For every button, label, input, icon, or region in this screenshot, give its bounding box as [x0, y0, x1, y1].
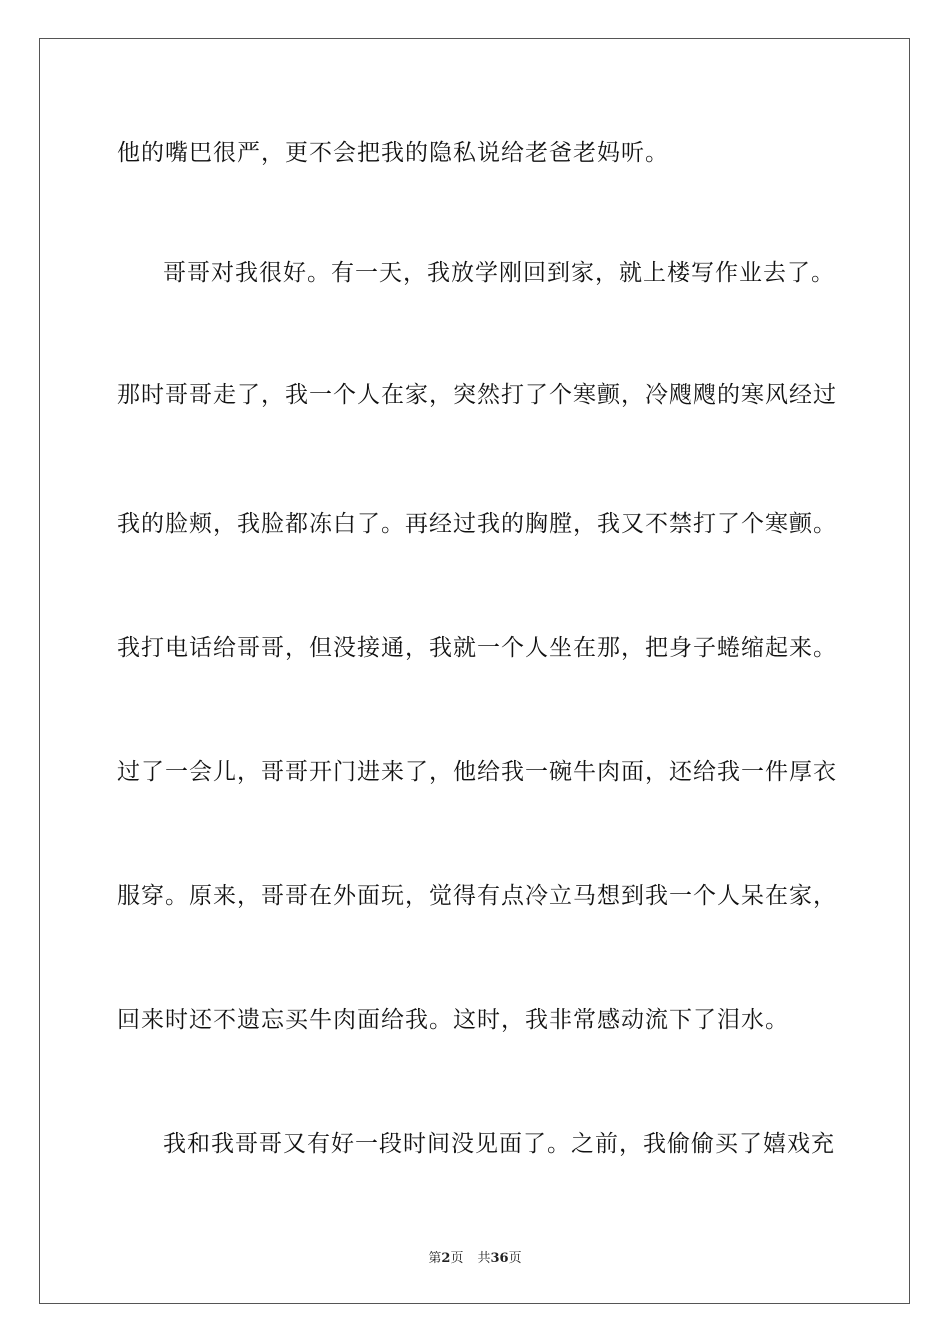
- page-suffix: 页: [450, 1251, 464, 1266]
- page-prefix: 第: [428, 1251, 442, 1266]
- text-line-7: 服穿。原来，哥哥在外面玩，觉得有点冷立马想到我一个人呆在家，: [117, 883, 837, 909]
- total-prefix: 共: [477, 1251, 491, 1266]
- total-pages: 36: [490, 1251, 509, 1266]
- text-line-4: 我的脸颊，我脸都冻白了。再经过我的胸膛，我又不禁打了个寒颤。: [117, 511, 837, 537]
- text-line-1: 他的嘴巴很严，更不会把我的隐私说给老爸老妈听。: [117, 140, 669, 166]
- text-line-9: 我和我哥哥又有好一段时间没见面了。之前，我偷偷买了嬉戏充: [163, 1131, 835, 1157]
- text-line-6: 过了一会儿，哥哥开门进来了，他给我一碗牛肉面，还给我一件厚衣: [117, 759, 837, 785]
- page-border: [39, 38, 910, 1304]
- text-line-8: 回来时还不遗忘买牛肉面给我。这时，我非常感动流下了泪水。: [117, 1007, 789, 1033]
- page-number: 2: [441, 1251, 451, 1266]
- text-line-3: 那时哥哥走了，我一个人在家，突然打了个寒颤，冷飕飕的寒风经过: [117, 382, 837, 408]
- text-line-2: 哥哥对我很好。有一天，我放学刚回到家，就上楼写作业去了。: [163, 260, 835, 286]
- total-suffix: 页: [508, 1251, 522, 1266]
- text-line-5: 我打电话给哥哥，但没接通，我就一个人坐在那，把身子蜷缩起来。: [117, 635, 837, 661]
- page-footer: [0, 1247, 950, 1266]
